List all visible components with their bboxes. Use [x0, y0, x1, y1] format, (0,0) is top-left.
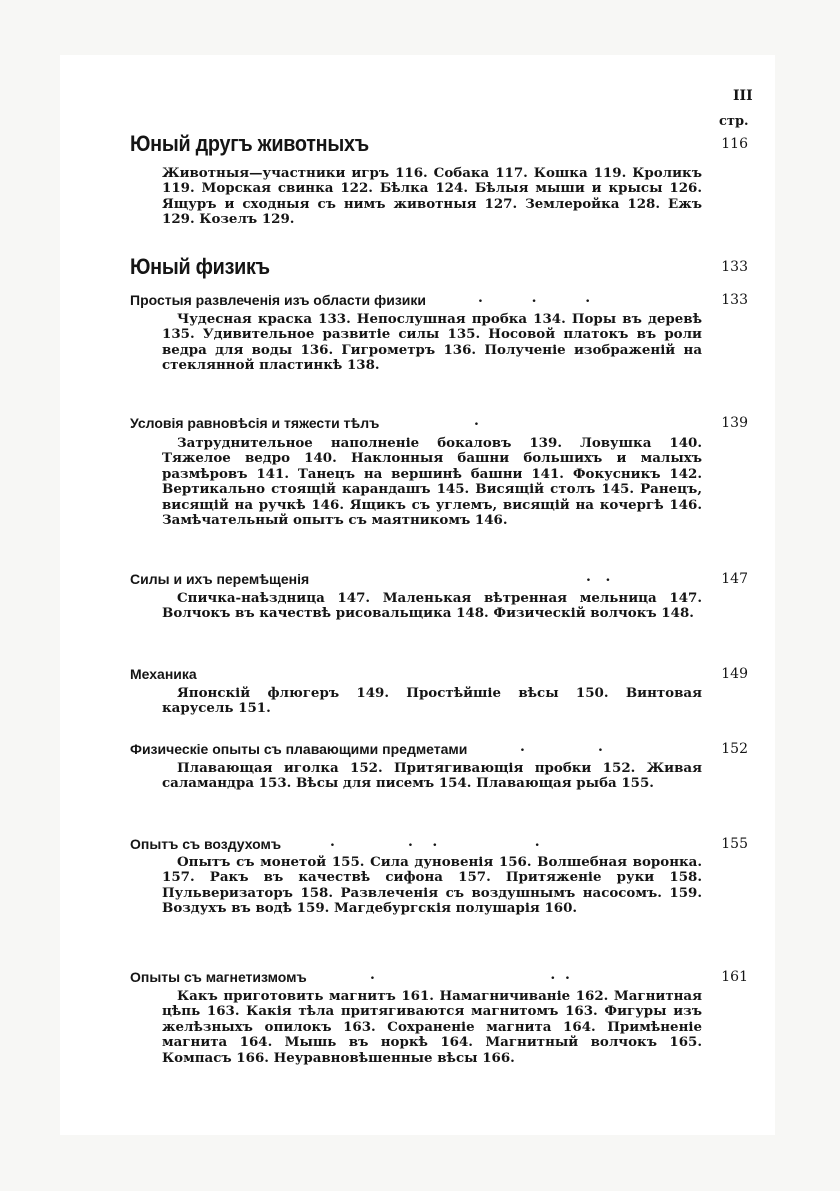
section-leader-dots: . . [586, 569, 611, 585]
section-contents-text: Спичка-наѣздница 147. Маленькая вѣтренная мельница 147. Волчокъ въ качествѣ рисовальщика 148. Физическій волчокъ 148. [162, 590, 702, 622]
section-leader-dots: . . [520, 739, 603, 755]
section-leader-dots: . [474, 413, 479, 429]
page-column-label: стр. [719, 114, 749, 129]
section-page-number: 161 [721, 969, 748, 985]
section-page-number: 147 [721, 571, 748, 587]
section-title: Физическіе опыты съ плавающими предметами [130, 741, 468, 757]
section-leader-dots: . . . . [330, 834, 540, 850]
section-contents-text: Плавающая иголка 152. Притягивающія пробки 152. Живая саламандра 153. Вѣсы для писемъ 154. Плавающая рыба 155. [162, 760, 702, 792]
section-page-number: 149 [721, 666, 748, 682]
section-title: Механика [130, 666, 197, 682]
section-contents-text: Затруднительное наполненіе бокаловъ 139. Ловушка 140. Тяжелое ведро 140. Наклонныя башни большихъ и малыхъ размѣровъ 141. Танецъ на вершинѣ башни 141. Фокусникъ 142. Вертикально стоящій карандашъ 145. Висящій столъ 145. Ранецъ, висящій на ручкѣ 146. Ящикъ съ углемъ, висящій на кочергѣ 146. Замѣчательный опытъ съ маятникомъ 146. [162, 435, 702, 529]
section-leader-dots: . . . [370, 967, 570, 983]
section-title: Опыты съ магнетизмомъ [130, 969, 307, 985]
section-title: Условія равновѣсія и тяжести тѣлъ [130, 415, 380, 431]
part-page-number: 116 [721, 136, 748, 152]
page-number-roman: III [733, 88, 753, 104]
part-title-young-animal-friend: Юный другъ животныхъ [130, 131, 369, 156]
part-page-number: 133 [721, 259, 748, 275]
section-page-number: 133 [721, 292, 748, 308]
section-leader-dots: . . . [478, 290, 591, 306]
section-title: Простыя развлеченія изъ области физики [130, 292, 427, 308]
section-page-number: 155 [721, 836, 748, 852]
section-page-number: 152 [721, 741, 748, 757]
part-title-young-physicist: Юный физикъ [130, 254, 270, 279]
section-page-number: 139 [721, 415, 748, 431]
section-contents-text: Чудесная краска 133. Непослушная пробка 134. Поры въ деревѣ 135. Удивительное развитіе силы 135. Носовой платокъ въ роли ведра для воды 136. Гигрометръ 136. Полученіе изображеній на стеклянной пластинкѣ 138. [162, 311, 702, 374]
section-title: Силы и ихъ перемѣщенія [130, 571, 310, 587]
section-contents-text: Опытъ съ монетой 155. Сила дуновенія 156. Волшебная воронка. 157. Ракъ въ качествѣ сифона 157. Притяженіе руки 158. Пульверизаторъ 158. Развлеченія съ воздушнымъ насосомъ. 159. Воздухъ въ водѣ 159. Магдебургскія полушарія 160. [162, 854, 702, 917]
section-title: Опытъ съ воздухомъ [130, 836, 282, 852]
section-contents-text: Какъ приготовить магнитъ 161. Намагничиваніе 162. Магнитная цѣпь 163. Какія тѣла притягиваются магнитомъ 163. Фигуры изъ желѣзныхъ опилокъ 163. Сохраненіе магнита 164. Примѣненіе магнита 164. Мышь въ норкѣ 164. Магнитный волчокъ 165. Компасъ 166. Неуравновѣшенные вѣсы 166. [162, 988, 702, 1066]
section-contents-text: Японскій флюгеръ 149. Простѣйшіе вѣсы 150. Винтовая карусель 151. [162, 685, 702, 717]
part-contents-text: Животныя—участники игръ 116. Собака 117. Кошка 119. Кроликъ 119. Морская свинка 122. Бѣлка 124. Бѣлыя мыши и крысы 126. Ящуръ и сходныя съ нимъ животныя 127. Землеройка 128. Ежъ 129. Козелъ 129. [162, 165, 702, 228]
